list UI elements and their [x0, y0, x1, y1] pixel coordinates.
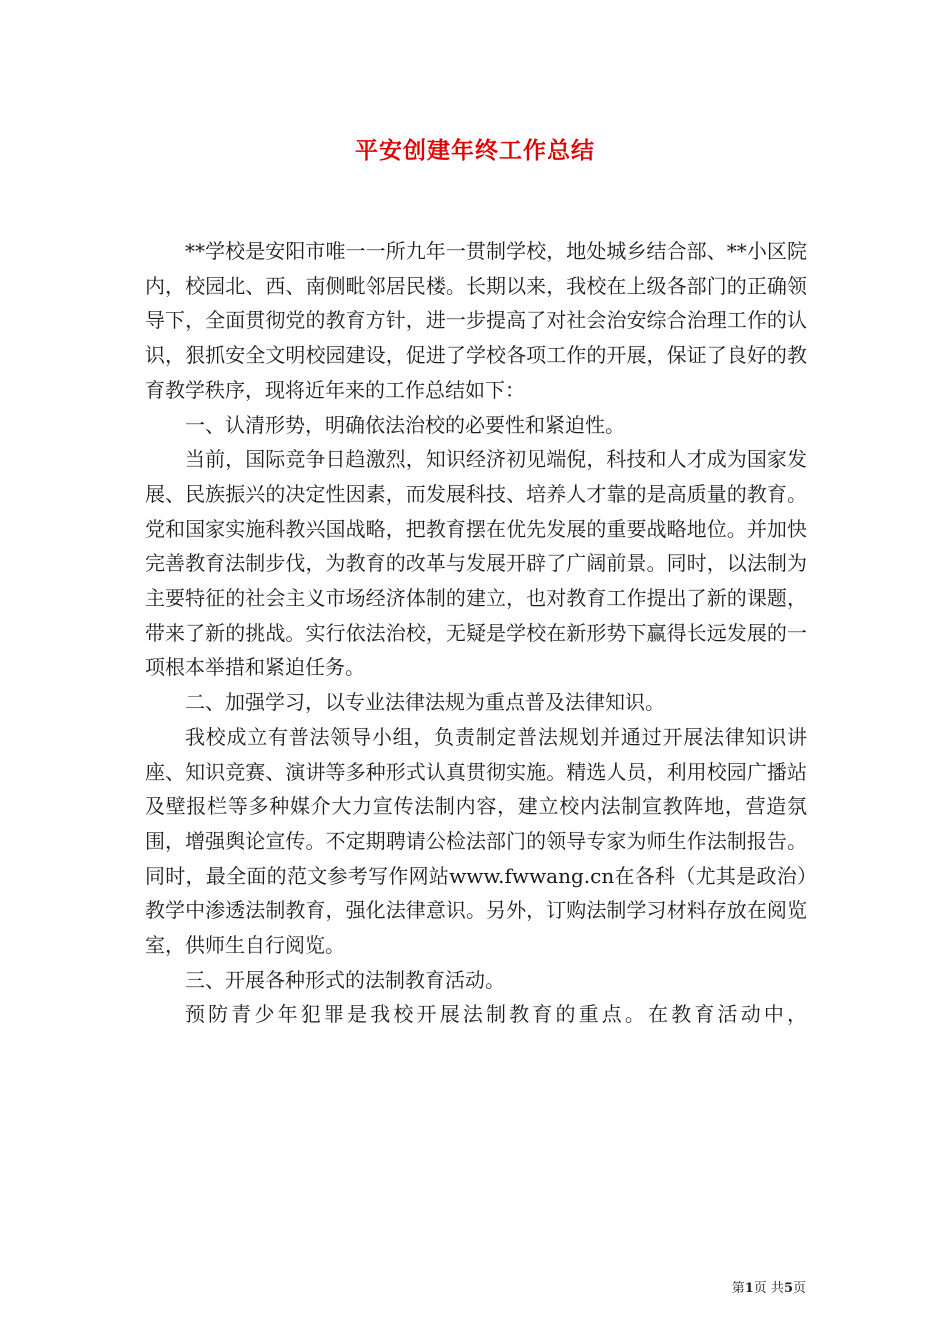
paragraph-section-1: 当前，国际竞争日趋激烈，知识经济初见端倪，科技和人才成为国家发展、民族振兴的决定性因素，而发展科技、培养人才靠的是高质量的教育。党和国家实施科教兴国战略，把教育摆在优先发展的重要战略地位。并加快完善教育法制步伐，为教育的改革与发展开辟了广阔前景。同时，以法制为主要特征的社会主义市场经济体制的建立，也对教育工作提出了新的课题，带来了新的挑战。实行依法治校，无疑是学校在新形势下赢得长远发展的一项根本举措和紧迫任务。 — [145, 447, 807, 680]
footer-prefix: 第 — [731, 1281, 745, 1296]
page-footer — [660, 1277, 806, 1296]
paragraph-intro: **学校是安阳市唯一一所九年一贯制学校，地处城乡结合部、**小区院内，校园北、西、南侧毗邻居民楼。长期以来，我校在上级各部门的正确领导下，全面贯彻党的教育方针，进一步提高了对社会治安综合治理工作的认识，狠抓安全文明校园建设，促进了学校各项工作的开展，保证了良好的教育教学秩序，现将近年来的工作总结如下： — [145, 239, 807, 402]
document-title: 平安创建年终工作总结 — [355, 137, 595, 164]
section-heading-3: 三、开展各种形式的法制教育活动。 — [185, 967, 505, 992]
footer-total-pages: 5 — [783, 1281, 793, 1296]
footer-middle: 页 共 — [753, 1281, 784, 1296]
section-heading-1: 一、认清形势，明确依法治校的必要性和紧迫性。 — [185, 412, 625, 437]
paragraph-section-3: 预防青少年犯罪是我校开展法制教育的重点。在教育活动中， — [185, 1002, 807, 1027]
paragraph-section-2: 我校成立有普法领导小组，负责制定普法规划并通过开展法律知识讲座、知识竞赛、演讲等多种形式认真贯彻实施。精选人员，利用校园广播站及壁报栏等多种媒介大力宣传法制内容，建立校内法制宣教阵地，营造氛围，增强舆论宣传。不定期聘请公检法部门的领导专家为师生作法制报告。同时，最全面的范文参考写作网站www.fwwang.cn在各科（尤其是政治）教学中渗透法制教育，强化法律意识。另外，订购法制学习材料存放在阅览室，供师生自行阅览。 — [145, 724, 807, 958]
section-heading-2: 二、加强学习，以专业法律法规为重点普及法律知识。 — [185, 690, 665, 715]
footer-suffix: 页 — [792, 1281, 806, 1296]
document-body — [145, 234, 807, 1032]
footer-current-page: 1 — [744, 1281, 754, 1296]
